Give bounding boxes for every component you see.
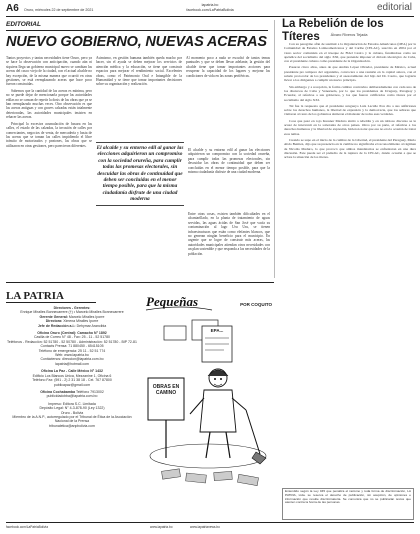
section-label: editorial <box>376 2 412 13</box>
editorial-p5: Al momento poco a nada se escuchó de tantos temas puntuales y que se deben llevar adelante, la gestión del alcalde tiene que tomar importantes acciones para recuperar la capacidad de los lugares y mejorar las condiciones de vida en las zonas periféricas. <box>186 56 270 78</box>
cocha-phone: Teléfono 7913002 <box>75 389 104 394</box>
footer-rule <box>6 522 414 523</box>
deposit: Depósito Legal: N° 4-3-878-90 (Ley 1322) <box>39 406 105 411</box>
editorial-p4: Asimismo, en gestión humana también queda mucho por hacer, sin el ayuda se deben mejorar los servicios de atención médica y la educación, se tiene que construir espacios para mejorar el rendimiento social. Excelentes obras, como el Patrimonio Oral e Intangible de la Humanidad y se tiene que tomar importantes decisiones sobre su organización y realización. <box>96 56 182 87</box>
office-lapaz-3: Teléfono Fax: (591 - 2) 2 31 38 18 - Cel. 767 87800 <box>32 378 112 383</box>
kicker-rule <box>6 30 268 31</box>
footer-url-left[interactable]: www.lapatria.bo <box>150 525 173 529</box>
jefe-name: Dehymar Arancibia <box>76 323 107 328</box>
directors-names: Enrique Miralles Bonnecarrere (†) • Marcelo Miralles Bonnecarrere <box>20 310 124 315</box>
disclaimer-box <box>282 488 414 520</box>
column-body <box>284 42 416 159</box>
editorial-p7: Entre otras cosas, existen también dificultades en el alcantarillado, en la planta de tratamiento de aguas servidas, las aguas ácidas de San José que vacía su contaminación al lago Uru Uru, se tienen infraestructuras que están como elefantes blancos, que no generan ningún beneficio para el municipio. En urgente que se logre de construir más aceras, las autoridades municipales atiendan otros necesidades con un plan sostenible y que responda a las necesidades de la población. <box>188 212 270 256</box>
cartoon-credit: POR COQUITO <box>240 302 272 307</box>
column-p3: Sin embargo y a recepción, la forma cumbre contravino deliberadamente con cada uno de los discursos de Cuba y Venezuela, por lo que los presidentes de Uruguay, Paraguay y Ecuador, al referirse a sus gobiernos, y los que fueron calificados como títeres por el socialismo del siglo XXI. <box>284 84 416 102</box>
header-rule <box>6 16 414 17</box>
mail-3[interactable]: publicapaz@gmail.com <box>53 382 91 387</box>
member-2: Miembro de la A.N.P., autorregulado por el Tribunal de Ética de la Asociación Nacional de la Prensa <box>12 414 132 424</box>
office-oruro-2: Casilla de Correo N° 48 - Fax: 25 - 11 - 52 51780 <box>33 335 111 340</box>
directors-title: Directores - Gerentes: <box>53 306 91 310</box>
office-lapaz-2: Edificio Los Blancos Unica, Mezzanine 1, Oficina 6 <box>32 373 112 378</box>
member-3[interactable]: tribunaletica@anpbolivia.com <box>49 423 95 428</box>
editorial-col1 <box>6 56 92 148</box>
editorial-headline: NUEVO GOBIERNO, NUEVAS ACERAS <box>6 34 267 50</box>
printed-by: Impreso: Editora S.C. Limitada <box>48 401 96 406</box>
facebook-link[interactable]: facebook.com/LaPatriaBolivia <box>186 8 234 12</box>
office-oruro: Oficina Oruro (Central): Camacho N° 1892 <box>37 331 107 336</box>
column-p2: Pasaron cinco años, antes de que Andrés López Obrador, presidente de México, actual presidente pro tempore del organismo, convocara a una reunión en la capital azteca, con el saludo protocolar de los presidentes y el asesoramiento del hijo del Dr. Castro, que lograría llevar a los dirigentes a cumplir un nuevo principio. <box>284 65 416 83</box>
footer-facebook[interactable]: facebook.com/LaPatriaBolivia <box>6 525 48 529</box>
editorial-kicker: EDITORIAL <box>6 21 41 28</box>
editorial-col3-mid <box>188 148 270 174</box>
editorial-col3-top <box>186 56 270 80</box>
contact-mail[interactable]: Contáctenos: direccion@lapatria.com.bo <box>40 357 104 362</box>
editorial-p1: Tantos proyectos y tantas necesidades tiene Oruro, pero ya se hace la observación con anticipación, cuando aún ni siquiera llega un gobierno municipal nuevo se cambian las aceras del casco viejo de la ciudad, con el actual alcalde no hay excepción, de la misma manera que ocurrió en otras gestiones, se está reemplazando aceras que hace poco fueron construidas. <box>6 56 92 87</box>
office-lapaz: Oficina La Paz - Calle México N° 1432 <box>41 369 103 374</box>
editorial-bottom <box>188 212 270 256</box>
cartoon <box>142 286 276 512</box>
cartoon-illustration <box>142 286 276 512</box>
masthead-name: LA PATRIA <box>6 290 64 302</box>
office-phones: Teléfonos - Redacción: 52 51780 - 52 50780 - Administración: 52 51780 - BIP 72-81 <box>7 339 137 344</box>
column-p5: Cosa que pasó en rojo Kussner Maduro sintió a rebeldía y en un rabioso discurso se le acusó de intervenir en la soberanía de otros países. Otros por su parte, al referirse a los derechos humanos y la libertad de expresión, hicieron notar que esa no era la ocasión de tratar esos temas. <box>284 118 416 136</box>
masthead-block <box>6 306 138 428</box>
dir-name: Ximena Miralles Iporre <box>63 319 99 324</box>
footer-url-right[interactable]: www.lapatrianews.bo <box>190 525 220 529</box>
disclaimer-text: Entendido según la Ley 045 que penaliza el racismo y toda forma de discriminación, LA PATRIA, Ltda. se reserva el derecho de publicación, sin acepción, de opiniones e información que resulte discriminatoria. Se comunica que no se publicarán textos que atenten contra la honra de las personas. <box>285 489 411 505</box>
column-p1: Con su peregrino afán de sustituir a la Organización de Estados Americanos (OEA) por la Comunidad de Estados Latinoamericanos y del Caribe (CELAC), suscrito en 2004 por el vasto sector comunista en el trueque de Fidel Castro y la cubana, fundándose como un apéndice del socialismo del siglo XXI, que pretende imponer el dictado ideológico de Cuba, con el presidente cubano como presidente de la Organización. <box>284 42 416 64</box>
column-p6: Cuando se supo en el inicio de la cumbre de la Libertad, el presidente del Paraguay, Mario Abdo Benítez, dijo que su presencia en la cumbre no significaba el reconocimiento al régimen de Nicolás Maduro, lo que provocó que ambos mandatarios se enfrentaran en una dura discusión. Este puede ser el preludio de la ruptura de la CELAC, dando ocasión a que se aclare la situación de los títeres. <box>284 137 416 160</box>
cocha-title: Oficina Cochabamba <box>40 389 76 394</box>
gm-name: Marcelo Miralles Iporre <box>68 314 105 319</box>
gm-title: Gerente General: <box>39 314 68 319</box>
cartoon-poster-text: EPA... <box>210 328 224 333</box>
editorial-bottom-rule <box>6 282 274 283</box>
pull-quote-text: El alcalde y su entorno edil al ganar las elecciones adquirieron un compromiso con la sociedad orureña, para cumplir todas las promesas electorales, sin descuidar las obras de continuidad que deben ser concluidas en el menor tiempo posible, para que la misma ciudadanía disfrute de una ciudad moderna <box>96 145 184 203</box>
editorial-p2: Sabemos que la cantidad de las aceras es mínima, pero no se puede dejar de mencionarla porque las autoridades edilas no se cansan de repetir la dosis de las obras que ya se han reemplazado muchas veces. Otro observación es que las aceras antiguas y con graves calzadas están totalmente deterioradas, las autoridades municipales insisten en rehacer las aceras. <box>6 88 92 120</box>
editorial-p3: Principal la excesiva acumulación de basura en las calles, el estado de las calzadas, la invasión de calles por comerciantes, negocios de venta, de mercadería y hasta de las aceras que se toman las calles impidiendo el libre tránsito de motorizados y peatones, las obras que se utilizaron en otras gestiones, pero parecieron diferentes. <box>6 121 92 148</box>
mail-2[interactable]: lapatria@hotmail.com <box>55 361 89 366</box>
cocha-mail[interactable]: publicidadcbba@lapatria.com.bo <box>46 394 98 399</box>
page-number: A6 <box>6 3 19 14</box>
editorial-col2-top <box>96 56 182 89</box>
pull-quote <box>96 142 184 206</box>
editorial-p6: El alcalde y su entorno edil al ganar las elecciones adquirieron un compromiso con la sociedad orureña, para cumplir todas las promesas electorales, sin descuidar las obras de continuidad que deben ser concluidas en el menor tiempo posible, para que la misma ciudadanía disfrute de una ciudad moderna. <box>188 148 270 175</box>
jefe-title: Jefe de Redacción a.i.: <box>37 323 76 328</box>
date-line: Oruro, miércoles 22 de septiembre de 2021 <box>24 8 94 12</box>
masthead-rule <box>6 302 96 303</box>
column-author: Álvaro Riveros Tejada <box>330 33 368 37</box>
site-url[interactable]: lapatria.bo <box>201 3 219 7</box>
column-headline: La Rebelión de los Títeres <box>282 18 384 43</box>
cartoon-sign-text: OBRAS EN CAMINO <box>152 384 180 396</box>
contacts: Contacts Prensa: 71 880450 - 65415105 <box>40 344 104 349</box>
office-web[interactable]: Web: www.lapatria.bo <box>55 353 89 358</box>
dir-title: Directora: <box>45 319 63 324</box>
cartoon-signature: Pequeñas <box>146 294 198 309</box>
column-p4: Tal fue la respuesta que el presidente uruguayo Luis Lacalle Pou dio a sus anfitriones sobre los derechos humanos, la libertad de expresión y la democracia, que los señores que visitaron al resto de los gobiernos sintieron el malestar de todas esas verdades. <box>284 103 416 117</box>
whatsapp: Teléfono de emergencia: 25 11 - 52 51 774 <box>38 348 106 353</box>
member-1: Oruro - Bolivia <box>60 410 84 415</box>
